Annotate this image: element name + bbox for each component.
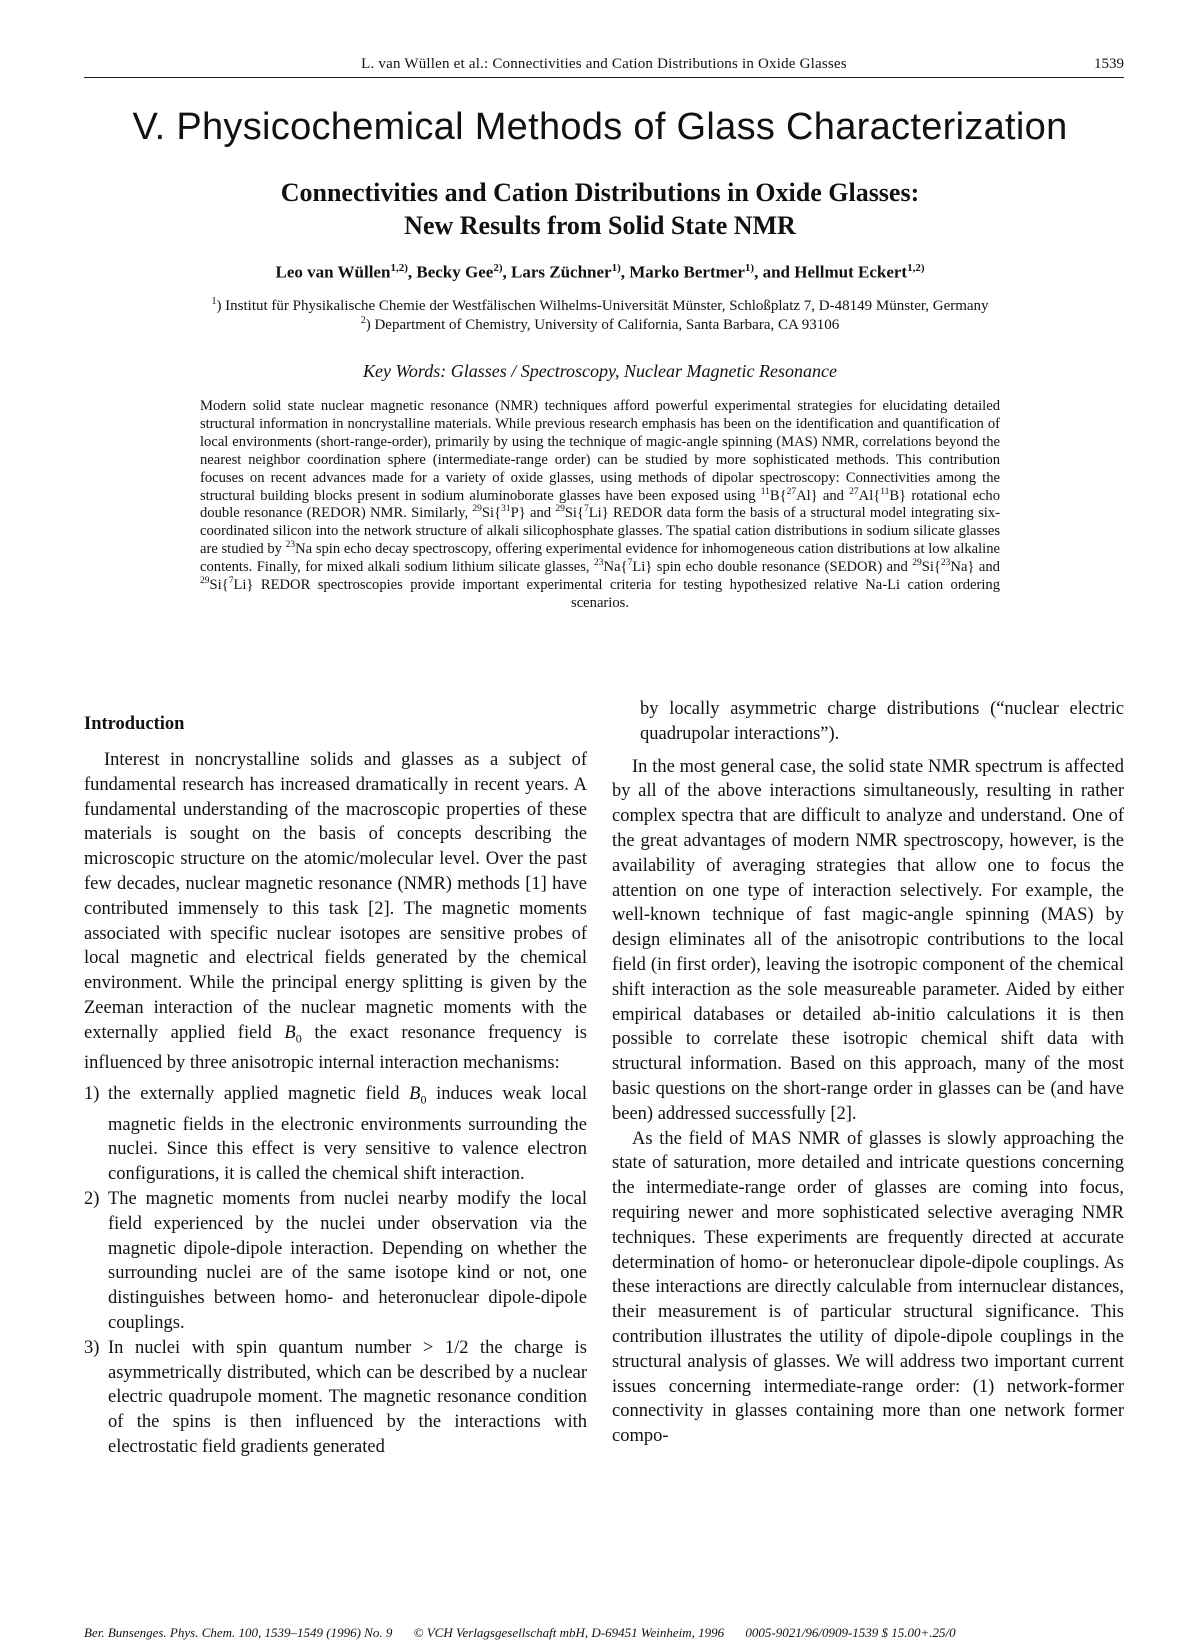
author-affiliation-mark: 1) <box>744 262 755 274</box>
abstract: Modern solid state nuclear magnetic resonance (NMR) techniques afford powerful experimental strategies for elucidating detailed structural information in noncrystalline materials. While previous research emphasis has been on the identification and quantification of local environments (short-range-order), primarily by using the technique of magic-angle spinning (MAS) NMR, correlations beyond the nearest neighbor coordination sphere (intermediate-range order) can be studied by more sophisticated methods. This contribution focuses on recent advances made for a variety of oxide glasses, using methods of dipolar spectroscopy: Connectivities among the structural building blocks present in sodium aluminoborate glasses have been exposed using $^{11}$B{$^{27}$Al} and $^{27}$Al{$^{11}$B} rotational echo double resonance (REDOR) NMR. Similarly, $^{29}$Si{$^{31}$P} and $^{29}$Si{$^7$Li} REDOR data form the basis of a structural model integrating six-coordinated silicon into the network structure of alkali silicophosphate glasses. The spatial cation distributions in sodium silicate glasses are studied by $^{23}$Na spin echo decay spectroscopy, offering experimental evidence for inhomogeneous cation distributions at low alkaline contents. Finally, for mixed alkali sodium lithium silicate glasses, $^{23}$Na{$^7$Li} spin echo double resonance (SEDOR) and $^{29}$Si{$^{23}$Na} and $^{29}$Si{$^7$Li} REDOR spectroscopies provide important experimental criteria for testing hypothesized relative Na-Li cation ordering scenarios. <box>200 398 1000 611</box>
list-item: 2) The magnetic moments from nuclei nearby modify the local field experienced by the nuclei under observation via the magnetic dipole-dipole interaction. Depending on whether the surrounding nuclei are of the same isotope kind or not, one distinguishes between homo- and heteronuclear dipole-dipole couplings. <box>84 1188 587 1333</box>
list-item: 1) the externally applied magnetic field $B_0$ induces weak local magnetic fields in the electronic environments surrounding the nuclei. Since this effect is very sensitive to valence electron configurations, it is called the chemical shift interaction. <box>84 1084 587 1185</box>
affiliation-2 <box>0 315 1200 334</box>
article-code: 0005-9021/96/0909-1539 $ 15.00+.25/0 <box>745 1625 956 1640</box>
affiliation-mark: 2 <box>360 315 366 326</box>
author-name: Marko Bertmer <box>629 262 745 282</box>
body-paragraph: As the field of MAS NMR of glasses is slowly approaching the state of saturation, more detailed and intricate questions concerning the intermediate-range order of glasses are coming into focus, requiring newer and more sophisticated selective averaging NMR techniques. These experiments are frequently directed at accurate determination of homo- or heteronuclear dipole-dipole couplings. As these interactions are directly calculable from internuclear distances, their measurement is of particular structural significance. This contribution illustrates the utility of dipole-dipole couplings in the structural analysis of glasses. We will address two important current issues concerning intermediate-range order: (1) network-former connectivity in glasses containing more than one network former compo- <box>612 1128 1124 1447</box>
affiliation-1 <box>0 296 1200 315</box>
right-column <box>612 697 1124 1449</box>
page-number: 1539 <box>1094 56 1124 72</box>
author-affiliation-mark: 1,2) <box>390 262 408 274</box>
author-list: Leo van Wüllen$^{1,2)}$, Becky Gee$^{2)}$, Lars Züchner$^{1)}$, Marko Bertmer$^{1)}$, and Hellmut Eckert$^{1,2)}$ <box>275 262 925 282</box>
list-item: 3) In nuclei with spin quantum number > 1/2 the charge is asymmetrically distributed, which can be described by a nuclear electric quadrupole moment. The magnetic resonance condition of the spins is then influenced by the interactions with electrostatic field gradients generated <box>84 1337 587 1457</box>
author-name: Hellmut Eckert <box>794 262 908 282</box>
list-item-continuation: by locally asymmetric charge distributions (“nuclear electric quadrupolar interactions”). <box>640 699 1124 744</box>
running-head-title: L. van Wüllen et al.: Connectivities and Cation Distributions in Oxide Glasses <box>361 56 847 72</box>
affiliation-text: ) Institut für Physikalische Chemie der Westfälischen Wilhelms-Universität Münster, Schloßplatz 7, D-48149 Münster, Germany <box>216 298 989 314</box>
author-affiliation-mark: 1) <box>611 262 621 274</box>
author-name: Leo van Wüllen <box>275 262 391 282</box>
affiliation-text: ) Department of Chemistry, University of California, Santa Barbara, CA 93106 <box>365 317 840 333</box>
author-name: Lars Züchner <box>510 262 612 282</box>
article-title <box>0 176 1200 242</box>
citation-footer <box>84 1625 1124 1641</box>
section-heading: V. Physicochemical Methods of Glass Characterization <box>132 106 1068 148</box>
author-conjunction: and <box>762 262 790 282</box>
body-paragraph: In the most general case, the solid state NMR spectrum is affected by all of the above interactions simultaneously, resulting in rather complex spectra that are difficult to analyze and understand. One of the great advantages of modern NMR spectroscopy, however, is the availability of averaging strategies that allow one to focus the attention on one type of interaction selectively. For example, the well-known technique of fast magic-angle spinning (MAS) by design eliminates all of the anisotropic contributions to the local field (in first order), leaving the isotropic component of the chemical shift interaction as the sole measureable parameter. Aided by either empirical databases or detailed ab-initio calculations it is then possible to correlate these isotropic chemical shift data with structural information. Based on this approach, many of the most basic questions on the short-range order in glasses can be (and have been) addressed successfully [2]. <box>612 756 1124 1124</box>
interaction-list <box>84 1082 587 1460</box>
running-head <box>84 54 1124 76</box>
journal-citation: Ber. Bunsenges. Phys. Chem. 100, 1539–1549 (1996) No. 9 <box>84 1625 393 1640</box>
author-affiliation-mark: 1,2) <box>907 262 925 274</box>
article-title-line-1: Connectivities and Cation Distributions in Oxide Glasses: <box>280 178 920 207</box>
publisher-copyright: © VCH Verlagsgesellschaft mbH, D-69451 Weinheim, 1996 <box>413 1625 725 1640</box>
author-affiliation-mark: 2) <box>493 262 503 274</box>
header-rule <box>84 77 1124 78</box>
introduction-heading: Introduction <box>84 714 185 734</box>
affiliation-mark: 1 <box>211 296 217 307</box>
article-title-line-2: New Results from Solid State NMR <box>404 211 796 240</box>
keywords: Key Words: Glasses / Spectroscopy, Nuclear Magnetic Resonance <box>363 361 837 381</box>
body-paragraph: Interest in noncrystalline solids and glasses as a subject of fundamental research has increased dramatically in recent years. A fundamental understanding of the macroscopic properties of these materials is sought on the basis of concepts describing the microscopic structure on the atomic/molecular level. Over the past few decades, nuclear magnetic resonance (NMR) methods [1] have contributed immensely to this task [2]. The magnetic moments associated with specific nuclear isotopes are sensitive probes of local magnetic and electrical fields generated by the chemical environment. While the principal energy splitting is given by the Zeeman interaction of the nuclear magnetic moments with the externally applied field $B_0$ the exact resonance frequency is influenced by three anisotropic internal interaction mechanisms: <box>84 750 587 1074</box>
author-name: Becky Gee <box>416 262 494 282</box>
left-column <box>84 712 587 1460</box>
